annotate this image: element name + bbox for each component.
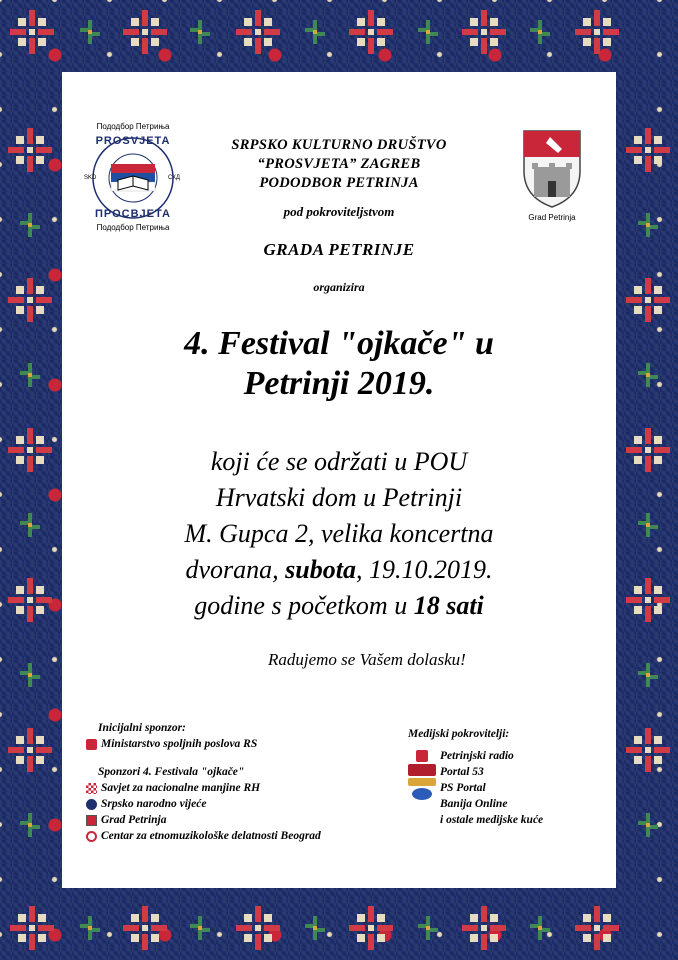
- header-line-2: “PROSVJETA” ZAGREB: [257, 156, 421, 172]
- sponsor-item: [86, 796, 416, 812]
- petrinjski-radio-icon: [416, 750, 428, 762]
- sponsor-name: Srpsko narodno vijeće: [101, 798, 207, 810]
- sponsor-name: Grad Petrinja: [101, 814, 167, 826]
- patronage-text: pod pokroviteljstvom: [283, 204, 395, 219]
- snv-icon: [86, 799, 97, 810]
- event-date: , 19.10.2019.: [355, 555, 493, 584]
- initial-sponsor-heading: Inicijalni sponzor:: [98, 722, 186, 734]
- details-line-2: Hrvatski dom u Petrinji: [215, 483, 463, 512]
- media-item: i ostale medijske kuće: [440, 814, 544, 826]
- organizer-header: [62, 136, 616, 193]
- media-list: [440, 748, 543, 828]
- title-line-2: Petrinji 2019.: [243, 365, 435, 402]
- media-heading: Medijski pokrovitelji:: [408, 728, 510, 740]
- media-logos: [408, 748, 436, 828]
- welcome-text: Radujemo se Vašem dolasku!: [268, 650, 466, 669]
- poster-card: [62, 72, 616, 888]
- event-details: [62, 444, 616, 624]
- sponsor-item: [86, 812, 416, 828]
- initial-sponsor: [86, 736, 416, 752]
- logo-ring-bottom: ПРОСВЈЕТА: [95, 208, 171, 220]
- details-line-1: koji će se održati u POU: [210, 447, 468, 476]
- crest-caption: Grad Petrinja: [528, 213, 576, 222]
- city-name: GRADA PETRINJE: [263, 240, 415, 259]
- details-line-5-pre: godine s početkom u: [194, 591, 414, 620]
- initial-sponsor-name: Ministarstvo spoljnih poslova RS: [101, 738, 258, 750]
- organizes-text: organizira: [313, 280, 365, 294]
- petrinja-crest-icon: [86, 815, 97, 826]
- media-item: Banija Online: [440, 798, 508, 810]
- header-line-1: SRPSKO KULTURNO DRUŠTVO: [231, 137, 447, 153]
- event-title: [62, 324, 616, 404]
- media-item: PS Portal: [440, 782, 486, 794]
- logo-top-text: Пододбор Петриња: [96, 122, 170, 131]
- logo-left-tag: SKD: [84, 175, 97, 181]
- sponsor-name: Centar za etnomuzikološke delatnosti Beograd: [101, 830, 321, 842]
- banija-online-icon: [412, 788, 432, 800]
- header-line-3: PODODBOR PETRINJA: [259, 175, 419, 191]
- event-day: subota: [285, 555, 356, 584]
- media-item: Portal 53: [440, 766, 484, 778]
- festival-sponsors-heading: Sponzori 4. Festivala "ojkače": [98, 766, 245, 778]
- serbia-crest-icon: [86, 739, 97, 750]
- event-time: 18 sati: [413, 591, 484, 620]
- sponsor-item: [86, 780, 416, 796]
- logo-right-tag: СКД: [168, 175, 180, 181]
- details-line-5: [62, 588, 616, 624]
- sponsor-item: [86, 828, 416, 844]
- media-sponsors-section: [408, 726, 608, 828]
- details-line-4: [62, 552, 616, 588]
- title-line-1: 4. Festival "ojkače" u: [184, 325, 494, 362]
- details-line-4-pre: dvorana,: [185, 555, 286, 584]
- portal-53-icon: [408, 764, 436, 776]
- croatia-crest-icon: [86, 783, 97, 794]
- ps-portal-icon: [408, 778, 436, 786]
- sponsor-name: Savjet za nacionalne manjine RH: [101, 782, 261, 794]
- logo-bottom-text: Пододбор Петриња: [96, 223, 170, 232]
- details-line-3: M. Gupca 2, velika koncertna: [184, 519, 494, 548]
- media-item: Petrinjski radio: [440, 750, 514, 762]
- sponsors-section: [86, 720, 416, 844]
- logo-ring-top: PROSVJETA: [95, 135, 171, 147]
- etno-center-icon: [86, 831, 97, 842]
